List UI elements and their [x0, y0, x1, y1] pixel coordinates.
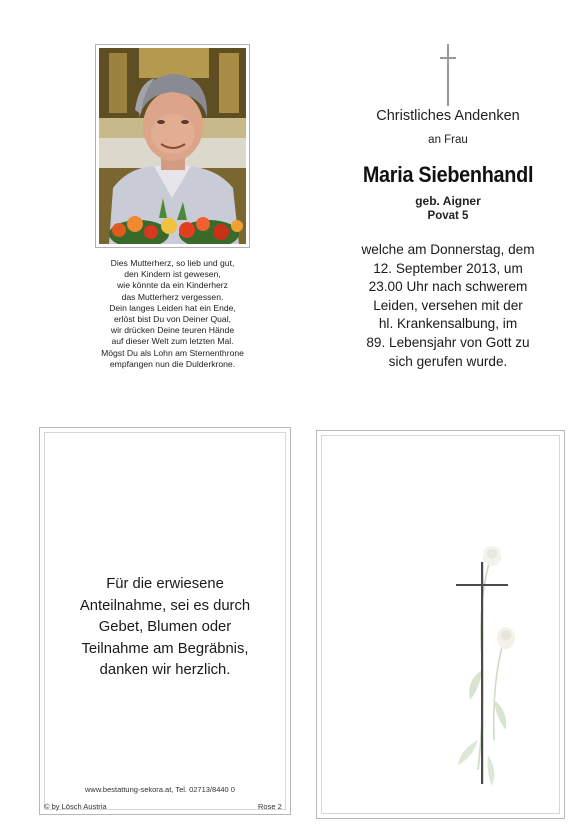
- obituary-line: 12. September 2013, um: [373, 260, 523, 276]
- obituary-line: 23.00 Uhr nach schwerem: [368, 279, 528, 295]
- thanks-line: Für die erwiesene: [106, 576, 224, 592]
- thanks-line: Teilnahme am Begräbnis,: [81, 640, 249, 657]
- thanks-text: [60, 574, 270, 682]
- poem: [70, 258, 275, 370]
- place: Povat 5: [427, 210, 469, 222]
- portrait-photo-frame: [95, 44, 250, 248]
- salutation: an Frau: [428, 134, 468, 146]
- poem-line: den Kindern ist gewesen,: [124, 269, 221, 280]
- design-code: Rose 2: [258, 802, 282, 811]
- thanks-line: Gebet, Blumen oder: [98, 619, 232, 635]
- poem-line: Mögst Du als Lohn am Sternenthrone: [101, 347, 244, 358]
- cross-card: [316, 430, 565, 819]
- birth-name: geb. Aigner: [415, 194, 481, 208]
- obituary-line: sich gerufen wurde.: [388, 353, 508, 369]
- portrait-photo: [99, 48, 246, 244]
- poem-line: wie könnte da ein Kinderherz: [117, 280, 228, 291]
- website-line: www.bestattung-sekora.at, Tel. 02713/8440 0: [85, 785, 235, 794]
- poem-line: erlöst bist Du von Deiner Qual,: [113, 314, 232, 325]
- poem-line: empfangen nun die Dulderkrone.: [109, 358, 236, 369]
- heading: Christliches Andenken: [376, 108, 520, 124]
- portrait-image: [99, 48, 246, 244]
- obituary-text: [330, 241, 566, 371]
- obituary-line: Leiden, versehen mit der: [373, 297, 523, 313]
- thanks-line: danken wir herzlich.: [99, 662, 231, 678]
- poem-line: Dies Mutterherz, so lieb und gut,: [110, 258, 235, 268]
- copyright: © by Lösch Austria: [44, 802, 107, 811]
- thanks-line: Anteilnahme, sei es durch: [79, 597, 251, 614]
- cross-icon: [440, 44, 456, 106]
- cross-with-rose-icon: [448, 540, 520, 790]
- poem-line: auf dieser Welt zum letzten Mal.: [111, 336, 234, 347]
- obituary-line: 89. Lebensjahr von Gott zu: [366, 334, 530, 350]
- obituary-line: hl. Krankensalbung, im: [378, 316, 518, 332]
- deceased-name: Maria Siebenhandl: [362, 162, 534, 187]
- poem-line: das Mutterherz vergessen.: [121, 291, 224, 302]
- card-inner-border: [321, 435, 560, 814]
- poem-line: Dein langes Leiden hat ein Ende,: [109, 302, 236, 313]
- poem-line: wir drücken Deine teuren Hände: [110, 325, 235, 336]
- obituary-line: welche am Donnerstag, dem: [361, 242, 535, 257]
